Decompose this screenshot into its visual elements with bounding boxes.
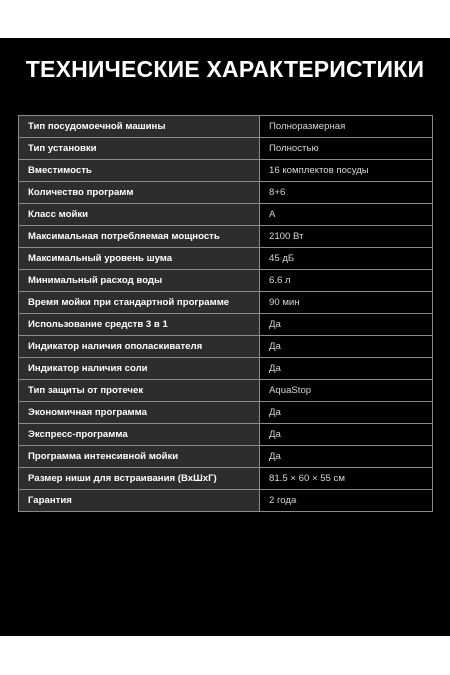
spec-value: Да [260, 336, 433, 358]
page-title: ТЕХНИЧЕСКИЕ ХАРАКТЕРИСТИКИ [25, 56, 425, 82]
spec-name: Тип установки [19, 138, 260, 160]
spec-value: Да [260, 424, 433, 446]
spec-value: Да [260, 402, 433, 424]
spec-value: Да [260, 446, 433, 468]
spec-value: 8+6 [260, 182, 433, 204]
spec-name: Количество программ [19, 182, 260, 204]
spec-row [19, 402, 433, 424]
spec-value: A [260, 204, 433, 226]
spec-name: Индикатор наличия ополаскивателя [19, 336, 260, 358]
spec-row [19, 138, 433, 160]
spec-name: Максимальный уровень шума [19, 248, 260, 270]
spec-row [19, 490, 433, 512]
spec-value: Полноразмерная [260, 116, 433, 138]
spec-row [19, 248, 433, 270]
spec-value: 2 года [260, 490, 433, 512]
spec-name: Класс мойки [19, 204, 260, 226]
spec-value: Полностью [260, 138, 433, 160]
spec-row [19, 182, 433, 204]
spec-row [19, 424, 433, 446]
spec-row [19, 160, 433, 182]
spec-name: Тип защиты от протечек [19, 380, 260, 402]
spec-name: Максимальная потребляемая мощность [19, 226, 260, 248]
spec-name: Размер ниши для встраивания (ВхШхГ) [19, 468, 260, 490]
spec-value: 81.5 × 60 × 55 см [260, 468, 433, 490]
spec-name: Гарантия [19, 490, 260, 512]
spec-value: AquaStop [260, 380, 433, 402]
spec-name: Тип посудомоечной машины [19, 116, 260, 138]
spec-value: Да [260, 314, 433, 336]
spec-value: 90 мин [260, 292, 433, 314]
spec-name: Вместимость [19, 160, 260, 182]
spec-value: 45 дБ [260, 248, 433, 270]
spec-name: Экспресс-программа [19, 424, 260, 446]
spec-row [19, 292, 433, 314]
spec-row [19, 204, 433, 226]
spec-name: Использование средств 3 в 1 [19, 314, 260, 336]
spec-row [19, 468, 433, 490]
spec-name: Время мойки при стандартной программе [19, 292, 260, 314]
spec-row [19, 446, 433, 468]
spec-value: Да [260, 358, 433, 380]
spec-value: 2100 Вт [260, 226, 433, 248]
spec-name: Программа интенсивной мойки [19, 446, 260, 468]
spec-row [19, 336, 433, 358]
spec-row [19, 314, 433, 336]
spec-row [19, 358, 433, 380]
spec-table [18, 115, 433, 512]
spec-name: Индикатор наличия соли [19, 358, 260, 380]
spec-name: Минимальный расход воды [19, 270, 260, 292]
spec-row [19, 226, 433, 248]
spec-value: 6.6 л [260, 270, 433, 292]
spec-row [19, 116, 433, 138]
spec-name: Экономичная программа [19, 402, 260, 424]
spec-value: 16 комплектов посуды [260, 160, 433, 182]
spec-row [19, 380, 433, 402]
spec-table-body [19, 116, 433, 512]
spec-row [19, 270, 433, 292]
